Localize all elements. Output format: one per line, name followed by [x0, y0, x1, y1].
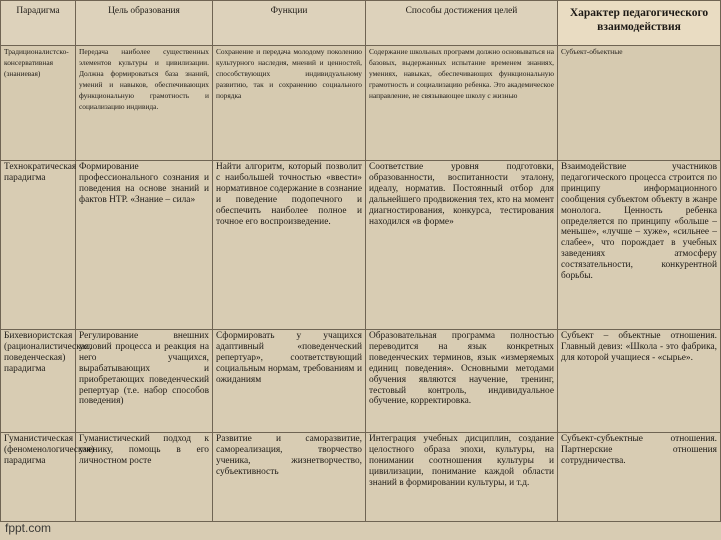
paradigm-cell: Гуманистическая (феноменологическая) парадигма: [1, 433, 76, 522]
header-goal: Цель образования: [76, 1, 213, 46]
header-interaction: Характер педагогического взаимодействия: [558, 1, 721, 46]
methods-cell: Интеграция учебных дисциплин, создание целостного образа эпохи, культуры, на понимании соотношения культуры и цивилизации, понимание каждой области знаний в формировании культуры, и т.д.: [366, 433, 558, 522]
paradigm-cell: Бихевиористская (рационалистическая, поведенческая) парадигма: [1, 330, 76, 433]
header-row: [1, 1, 721, 46]
goal-cell: Формирование профессионального сознания и поведения на основе знаний и фактов НТР. «Знание – сила»: [76, 161, 213, 330]
functions-cell: Найти алгоритм, который позволит с наибольшей точностью «ввести» нормативное содержание в сознание и поведение подопечного и обеспечить наиболее полное и точное его воспроизведение.: [213, 161, 366, 330]
functions-cell: Развитие и саморазвитие, самореализация, творчество ученика, жизнетворчество, субъективность: [213, 433, 366, 522]
paradigm-cell: Традиционалистско-консервативная (знаниевая): [1, 46, 76, 161]
interaction-cell: Взаимодействие участников педагогического процесса строится по принципу информационного сообщения субъектом объекту в жанре монолога. Ценность ребенка определяется по принципу «больше – меньше», «лучше – хуже», «сильнее – слабее», что порождает в учебных заведениях атмосферу состязательности, конкурентной борьбы.: [558, 161, 721, 330]
table-row: [1, 46, 721, 161]
header-paradigm: Парадигма: [1, 1, 76, 46]
goal-cell: Гуманистический подход к ученику, помощь в его личностном росте: [76, 433, 213, 522]
footer-watermark: fppt.com: [5, 521, 52, 535]
methods-cell: Соответствие уровня подготовки, образованности, воспитанности эталону, идеалу, норматив. Постоянный отбор для дальнейшего продвижения тех, кто на момент диагностирования, конкурса, тестирования находился «в форме»: [366, 161, 558, 330]
methods-cell: Содержание школьных программ должно основываться на базовых, выдержанных испытание временем знаниях, умениях, навыках, обеспечивающих функциональную грамотность и социализацию ребенка. Это академическое направление, не связывающее школу с жизнью: [366, 46, 558, 161]
interaction-cell: Субъект-субъектные отношения. Партнерские отношения сотрудничества.: [558, 433, 721, 522]
functions-cell: Сохранение и передача молодому поколению культурного наследия, мнений и ценностей, способствующих индивидуальному развитию, так и сохранению социального порядка: [213, 46, 366, 161]
goal-cell: Регулирование внешних условий процесса и реакция на него учащихся, вырабатывающих и приобретающих поведенческий репертуар (т.е. набор способов поведения): [76, 330, 213, 433]
goal-cell: Передача наиболее существенных элементов культуры и цивилизации. Должна формироваться база знаний, умений и навыков, обеспечивающих функциональную грамотность и социализацию индивида.: [76, 46, 213, 161]
functions-cell: Сформировать у учащихся адаптивный «поведенческий репертуар», соответствующий социальным нормам, требованиям и ожиданиям: [213, 330, 366, 433]
table-row: [1, 161, 721, 330]
table-row: [1, 330, 721, 433]
header-functions: Функции: [213, 1, 366, 46]
paradigm-cell: Технократическая парадигма: [1, 161, 76, 330]
table-row: [1, 433, 721, 522]
methods-cell: Образовательная программа полностью переводится на язык конкретных поведенческих терминов, язык «измеряемых единиц поведения». Основными методами обучения являются научение, тренинг, тестовый контроль, индивидуальное обучение, корректировка.: [366, 330, 558, 433]
interaction-cell: Субъект-объектные: [558, 46, 721, 161]
header-methods: Способы достижения целей: [366, 1, 558, 46]
interaction-cell: Субъект – объектные отношения. Главный девиз: «Школа - это фабрика, для которой учащиеся - «сырье».: [558, 330, 721, 433]
